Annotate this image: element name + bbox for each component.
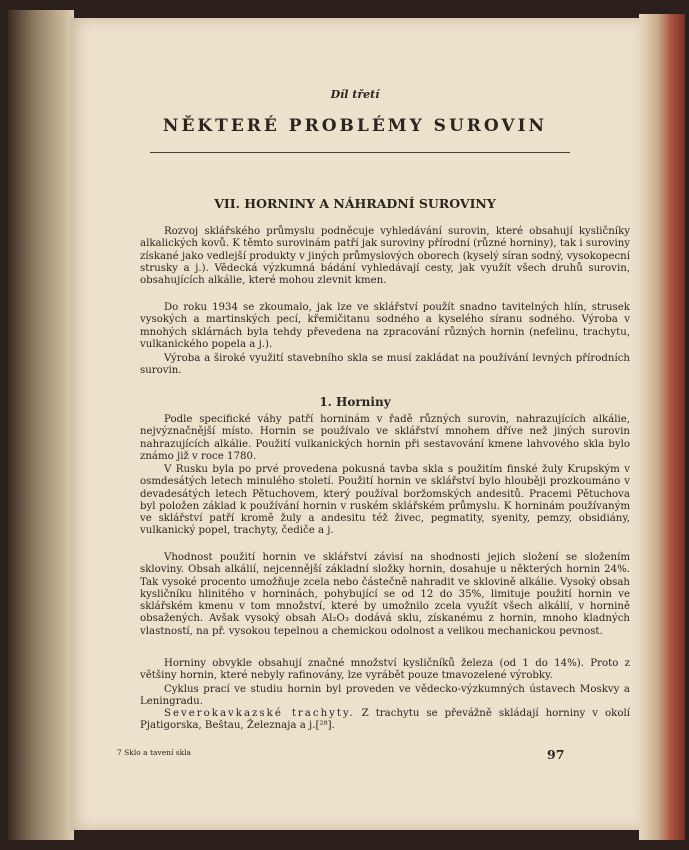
- paragraph-text: Z trachytu se převážně skládají horniny v okolí Pjatigorska, Beštau, Železnaja a j.[²⁸].: [140, 708, 631, 732]
- body-paragraph: Podle specifické váhy patří horninám v řadě různých surovin, nahrazujících alkálie, nejvýznačnější místo. Hornin se používalo ve sklářství mnohem dříve než jiných surovin nahrazujících alkálie. Použití vulkanických hornin při sestavování kmene lahvového skla bylo známo již v roce 1780.: [140, 414, 630, 462]
- term-label: Severokavkazské trachyty.: [164, 708, 355, 719]
- footer-signature: 7 Sklo a tavení skla: [117, 748, 192, 757]
- part-label: Díl třetí: [330, 88, 380, 101]
- chapter-title: VII. HORNINY A NÁHRADNÍ SUROVINY: [214, 196, 496, 211]
- body-paragraph: Vhodnost použití hornin ve sklářství závisí na shodnosti jejich složení se složením skloviny. Obsah alkálií, nejcennější základní složky hornin, dosahuje u některých hornin 24%. Tak vysoké procento umožňuje zcela nebo částečně nahradit ve sklovině alkálie. Vysoký obsah kysličníku hlinitého v horninách, pohybující se od 12 do 35%, limituje použití hornin ve sklářském kmenu v tom množství, které by umožnilo zcela využít všech alkálií, v hornině obsažených. Avšak vysoký obsah Al₂O₃ dodává sklu, získanému z hornin, mnoho kladných vlastností, na př. vysokou tepelnou a chemickou odolnost a velikou mechanickou pevnost.: [140, 552, 630, 637]
- intro-paragraph: Do roku 1934 se zkoumalo, jak lze ve sklářství použít snadno tavitelných hlín, strusek vysokých a martinských pecí, křemičitanu sodného a kyselého síranu sodného. Výroba v mnohých sklárnách byla tehdy převedena na zpracování různých hornin (nefelinu, trachytu, vulkanického popela a j.).: [140, 302, 630, 350]
- title-rule: [150, 152, 570, 153]
- body-paragraph: [140, 708, 630, 733]
- page-stack-edge: [639, 14, 685, 840]
- intro-paragraph: Výroba a široké využití stavebního skla se musí zakládat na používání levných přírodních surovin.: [140, 353, 630, 377]
- page-text: [70, 18, 640, 830]
- part-title: NĚKTERÉ PROBLÉMY SUROVIN: [162, 116, 548, 136]
- intro-paragraph: Rozvoj sklářského průmyslu podněcuje vyhledávání surovin, které obsahují kysličníky alkalických kovů. K těmto surovinám patří jak suroviny přírodní (různé horniny), tak i suroviny získané jako vedlejší produkty v jiných průmyslových oborech (kyselý síran sodný, vysokopecní strusky a j.). Vědecká výzkumná bádání vyhledávají cesty, jak využít všech druhů surovin, obsahujících alkálie, které mohou zlevnit kmen.: [140, 226, 631, 287]
- body-paragraph: V Rusku byla po prvé provedena pokusná tavba skla s použitím finské žuly Krupským v osmdesátých letech minulého století. Použití hornin ve sklářství bylo hlouběji prozkoumáno v devadesátých letech Pětuchovem, který používal boržomských andesitů. Pracemi Pětuchova byl položen základ k používání hornin v ruském sklářském průmyslu. K horninám používaným ve sklářství patří kromě žuly a andesitu též živec, pegmatity, syenity, pemzy, obsidiány, vulkanický popel, trachyty, čediče a j.: [140, 464, 630, 537]
- book-page: [70, 18, 640, 830]
- book-spine-shadow: [8, 10, 74, 840]
- body-paragraph: Horniny obvykle obsahují značné množství kysličníků železa (od 1 do 14%). Proto z většiny hornin, které nebyly rafinovány, lze vyrábět pouze tmavozelené výrobky.: [140, 658, 630, 682]
- section-title: 1. Horniny: [319, 395, 391, 409]
- body-paragraph: Cyklus prací ve studiu hornin byl proveden ve vědecko-výzkumných ústavech Moskvy a Leningradu.: [140, 684, 630, 708]
- page-number: 97: [547, 747, 565, 762]
